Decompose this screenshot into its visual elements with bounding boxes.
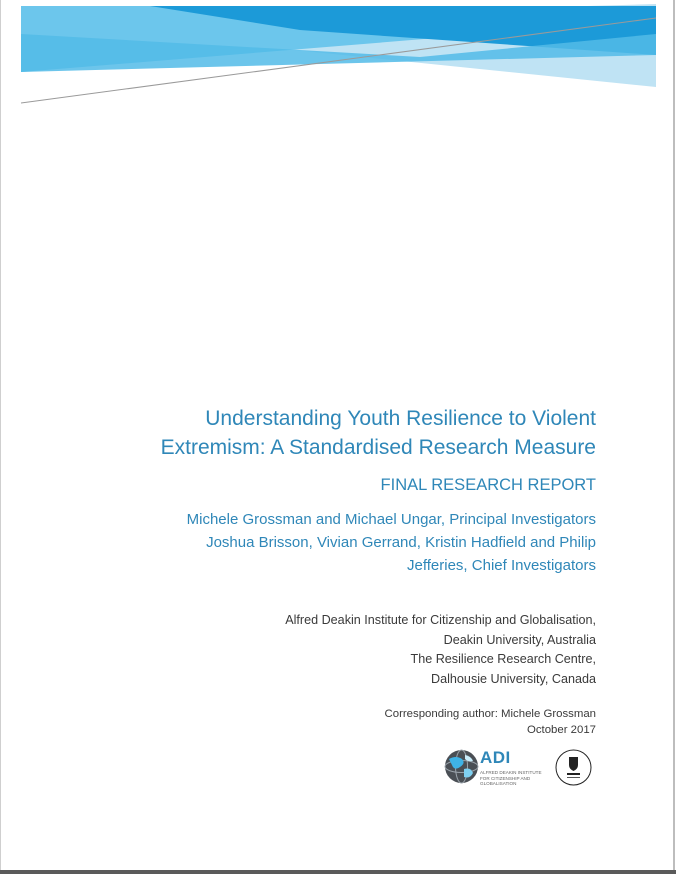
page-border-bottom xyxy=(0,870,676,874)
investigator-line-2: Joshua Brisson, Vivian Gerrand, Kristin Hadfield and Philip xyxy=(206,534,596,551)
report-title xyxy=(120,404,596,462)
report-date: October 2017 xyxy=(526,724,596,736)
affiliation-line-4: Dalhousie University, Canada xyxy=(431,671,596,686)
page-border-left xyxy=(0,0,1,874)
adi-logo-subtitle: ALFRED DEAKIN INSTITUTE FOR CITIZENSHIP AND GLOBALISATION xyxy=(480,770,542,787)
affiliation-line-3: The Resilience Research Centre, xyxy=(410,652,596,666)
investigator-line-1: Michele Grossman and Michael Ungar, Principal Investigators xyxy=(186,511,596,528)
logos xyxy=(444,746,594,788)
adi-globe-icon xyxy=(444,749,479,784)
page-border-right xyxy=(673,0,675,874)
corresponding-author: Corresponding author: Michele Grossman xyxy=(384,708,596,720)
deakin-crest-icon xyxy=(555,749,592,786)
adi-logo-text: ADI xyxy=(480,748,511,767)
corresponding-info xyxy=(200,706,596,738)
report-type: FINAL RESEARCH REPORT xyxy=(380,476,596,494)
title-line-2: Extremism: A Standardised Research Measure xyxy=(160,436,596,459)
affiliation-line-1: Alfred Deakin Institute for Citizenship and Globalisation, xyxy=(285,613,596,627)
affiliations xyxy=(140,611,596,689)
affiliation-line-2: Deakin University, Australia xyxy=(443,632,596,647)
header-banner xyxy=(0,0,676,120)
investigators xyxy=(100,508,596,577)
title-line-1: Understanding Youth Resilience to Violent xyxy=(205,407,596,430)
investigator-line-3: Jefferies, Chief Investigators xyxy=(407,557,596,574)
adi-logo xyxy=(444,746,550,788)
